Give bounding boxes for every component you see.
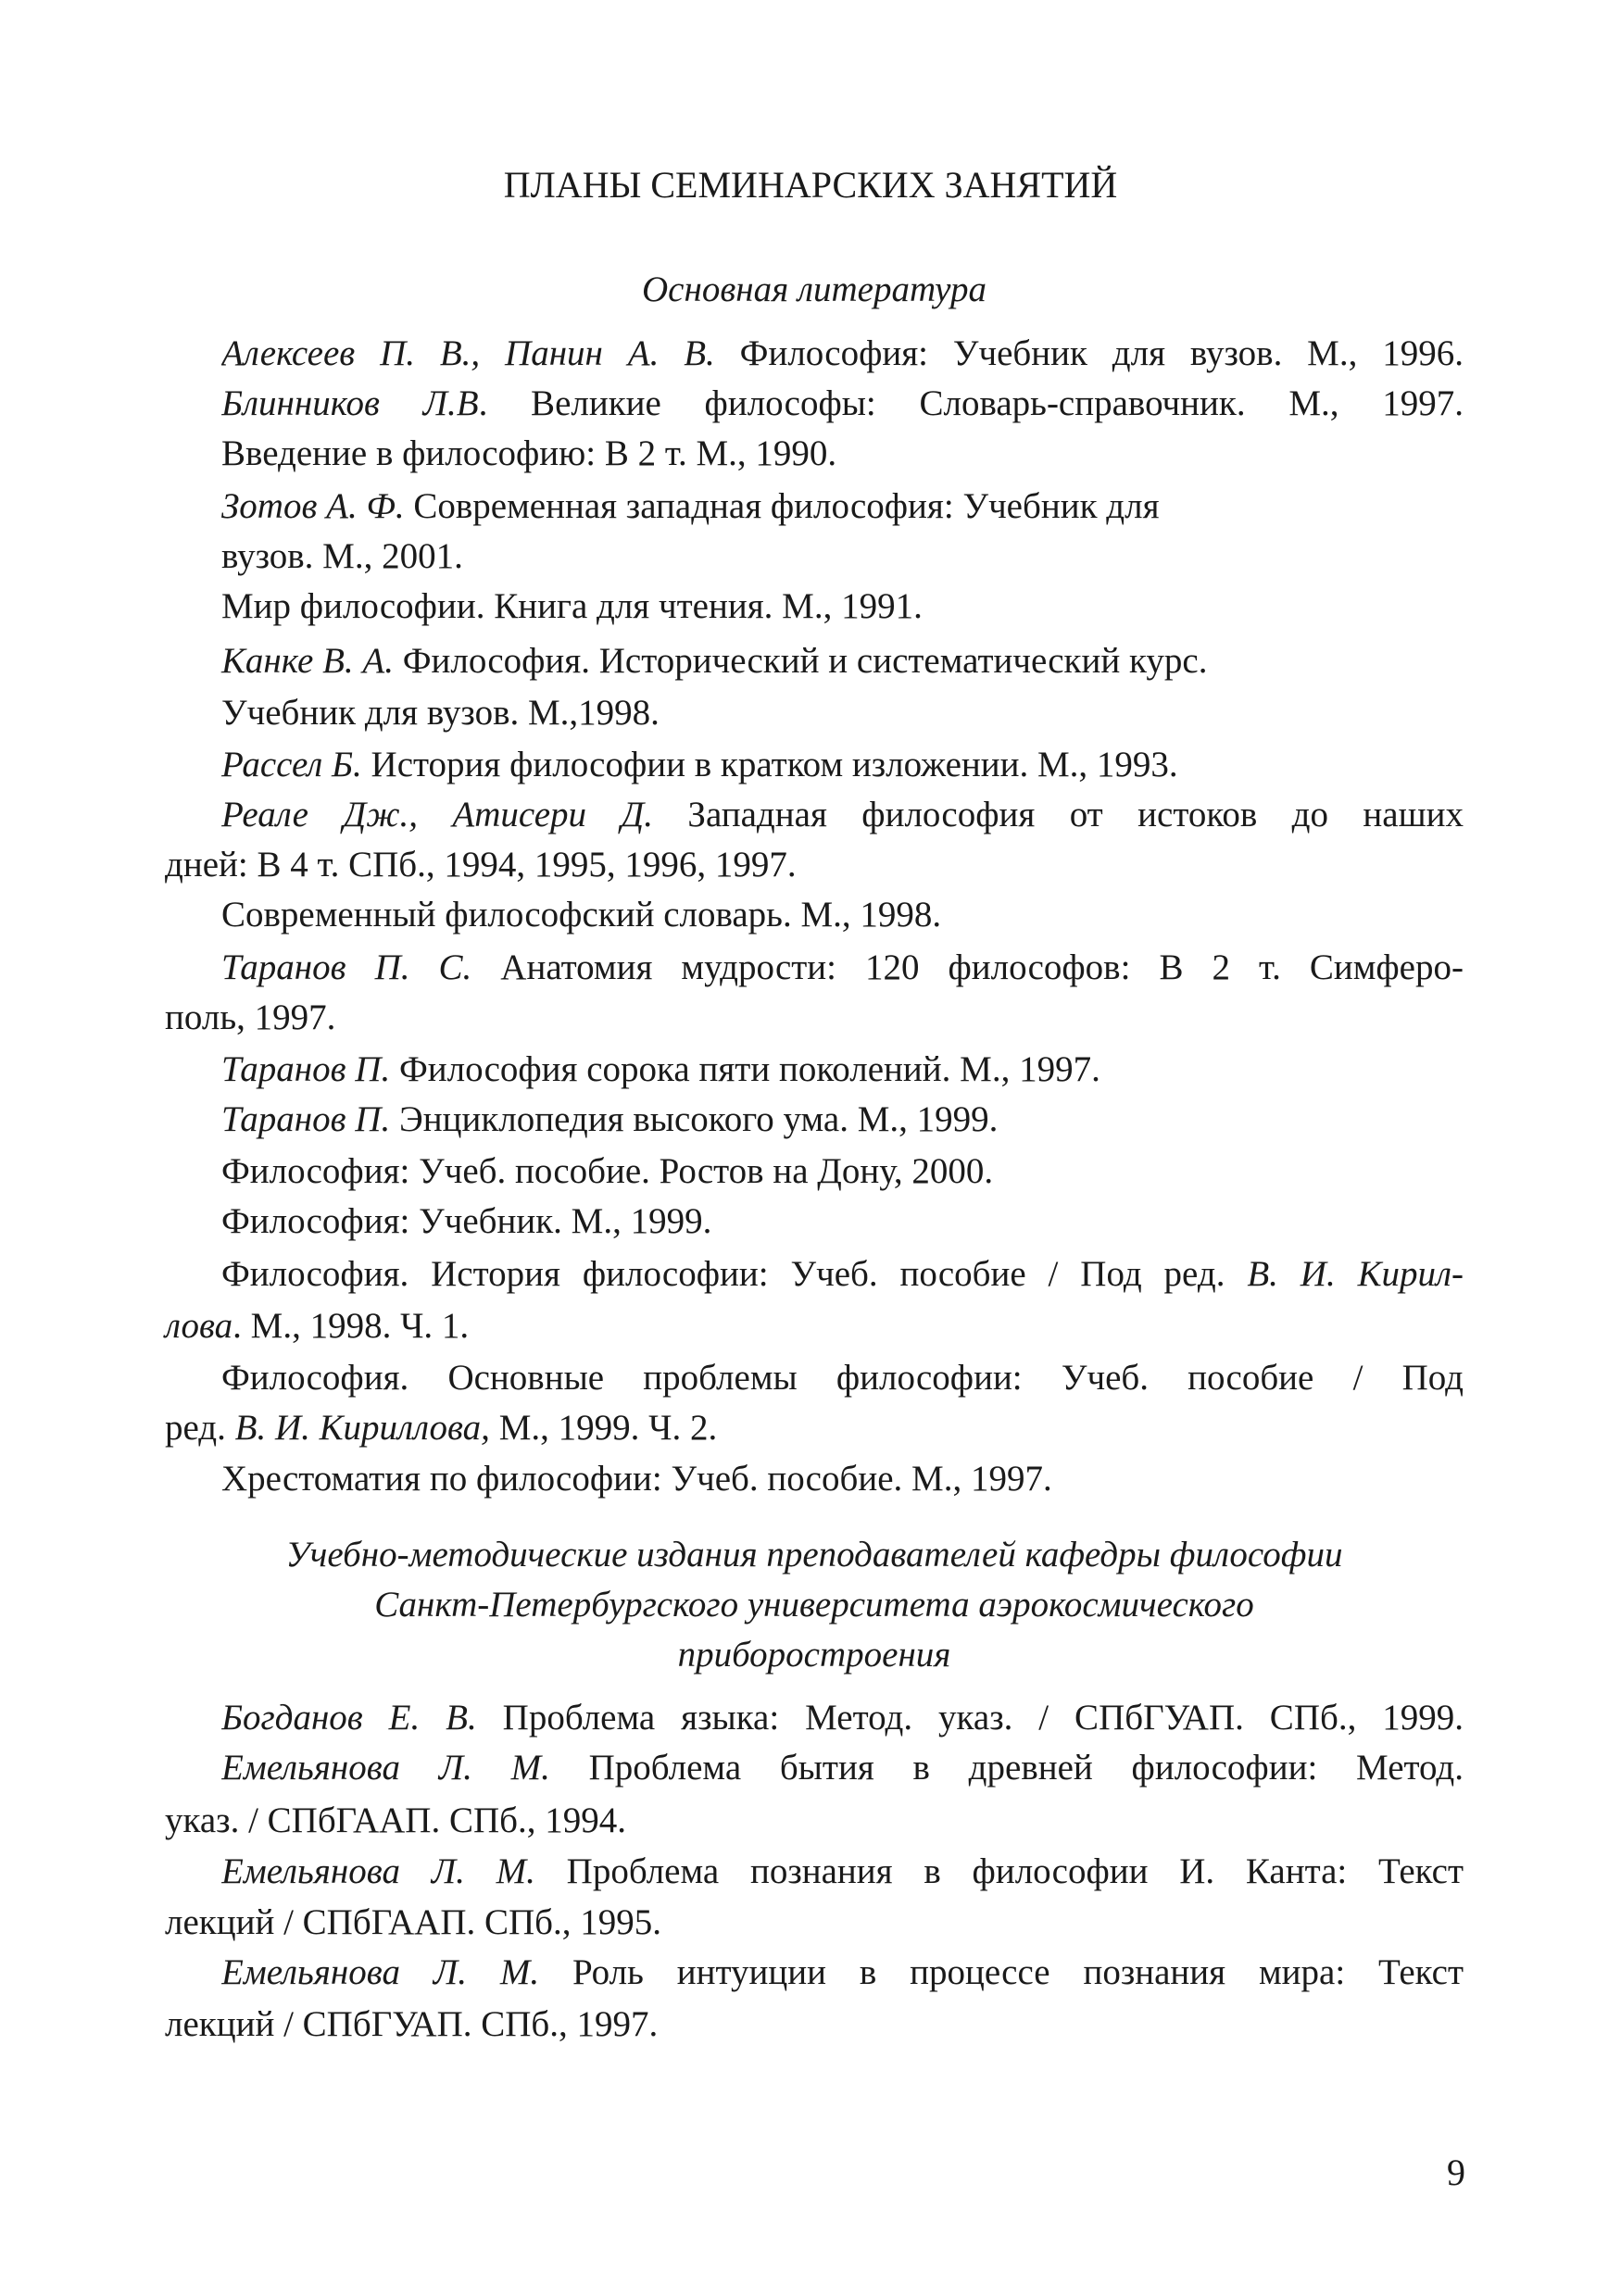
entry-line: [165, 1402, 717, 1454]
entry-text: История философии в кратком изложении. М., 1993.: [361, 744, 1178, 784]
entry-text: Современная западная философия: Учебник для: [404, 486, 1160, 527]
entry-line: [221, 1947, 1464, 1999]
entry-line: [221, 581, 923, 633]
entry-line: [221, 739, 1178, 791]
entry-line: [221, 531, 463, 583]
author-name: Реале Дж., Атисери Д.: [221, 794, 653, 834]
entry-text: лекций / СПбГААП. СПб., 1995.: [165, 1902, 662, 1943]
author-name: Емельянова Л. М.: [221, 1952, 540, 1993]
section-heading: приборостроения: [677, 1634, 951, 1675]
entry-text: Учебник для вузов. М.,1998.: [221, 693, 660, 734]
entry-text: Современный философский словарь. М., 1998.: [221, 895, 942, 935]
entry-line: [221, 635, 1207, 687]
entry-line: [221, 1846, 1464, 1898]
entry-line: [221, 1742, 1464, 1794]
entry-text: поль, 1997.: [165, 997, 336, 1038]
entry-text: Анатомия мудрости: 120 философов: В 2 т. Симферо-: [471, 947, 1464, 988]
entry-text: лекций / СПбГУАП. СПб., 1997.: [165, 2004, 659, 2045]
entry-text: Введение в философию: В 2 т. М., 1990.: [221, 433, 837, 474]
entry-line: [221, 1692, 1464, 1744]
entry-text: Проблема познания в философии И. Канта: Текст: [534, 1851, 1464, 1891]
section-heading: Учебно-методические издания преподавателей кафедры философии: [285, 1534, 1343, 1575]
entry-text: указ. / СПбГААП. СПб., 1994.: [165, 1800, 626, 1841]
entry-text: Проблема языка: Метод. указ. / СПбГУАП. СПб., 1999.: [476, 1698, 1464, 1738]
author-name: Богданов Е. В.: [221, 1698, 477, 1738]
entry-text: Проблема бытия в древней философии: Метод.: [549, 1748, 1464, 1788]
entry-text: Роль интуиции в процессе познания мира: Текст: [539, 1952, 1464, 1993]
entry-text: Философия: Учеб. пособие. Ростов на Дону, 2000.: [221, 1150, 994, 1191]
entry-line: [221, 942, 1464, 994]
entry-text: дней: В 4 т. СПб., 1994, 1995, 1996, 1997.: [165, 844, 797, 885]
entry-line: [165, 839, 797, 891]
section-heading: Основная литература: [642, 270, 986, 310]
entry-text: ред.: [165, 1407, 235, 1448]
entry-text: Философия. Исторический и систематический курс.: [393, 641, 1208, 682]
entry-line: [221, 481, 1160, 533]
author-name: Зотов А. Ф.: [221, 486, 405, 527]
entry-line: [165, 1999, 658, 2051]
entry-line: [221, 1248, 1464, 1300]
entry-line: [165, 992, 335, 1044]
entry-text: Философия: Учебник для вузов. М., 1996.: [714, 332, 1464, 373]
entry-line: [221, 328, 1464, 380]
author-name: Таранов П.: [221, 1049, 391, 1090]
entry-line: [221, 1453, 1052, 1505]
entry-line: [165, 1300, 469, 1352]
page-title: ПЛАНЫ СЕМИНАРСКИХ ЗАНЯТИЙ: [503, 164, 1118, 206]
entry-line: [221, 378, 1464, 430]
entry-line: [221, 1146, 993, 1198]
author-name: В. И. Кирил-: [1247, 1254, 1464, 1295]
entry-line: [165, 1897, 661, 1949]
entry-text: М., 1999. Ч. 2.: [489, 1407, 718, 1448]
entry-text: Философия. История философии: Учеб. пособие / Под ред.: [221, 1254, 1248, 1295]
author-name: Таранов П. С.: [221, 947, 472, 988]
author-name: Блинников Л.В: [221, 383, 479, 423]
entry-line: [221, 1196, 711, 1248]
entry-text: Хрестоматия по философии: Учеб. пособие. М., 1997.: [221, 1459, 1052, 1499]
author-name: Алексеев П. В., Панин А. В.: [221, 332, 715, 373]
author-name: В. И. Кириллова,: [234, 1407, 490, 1448]
page-number: 9: [1447, 2152, 1465, 2193]
author-name: Емельянова Л. М.: [221, 1748, 550, 1788]
entry-text: вузов. М., 2001.: [221, 536, 463, 577]
entry-text: . Великие философы: Словарь-справочник. М., 1997.: [478, 383, 1464, 423]
entry-line: [221, 789, 1464, 841]
entry-line: [221, 428, 836, 480]
entry-line: [221, 1352, 1464, 1404]
entry-text: . М., 1998. Ч. 1.: [232, 1305, 470, 1346]
entry-text: Философия: Учебник. М., 1999.: [221, 1200, 712, 1241]
author-name: Канке В. А.: [221, 641, 394, 682]
entry-line: [165, 1795, 626, 1847]
entry-line: [221, 889, 941, 941]
entry-text: Философия сорока пяти поколений. М., 1997.: [390, 1049, 1100, 1090]
entry-text: Энциклопедия высокого ума. М., 1999.: [390, 1099, 999, 1140]
author-name: Емельянова Л. М.: [221, 1851, 535, 1891]
author-name: Таранов П.: [221, 1099, 391, 1140]
author-name: Рассел Б.: [221, 744, 362, 784]
entry-line: [221, 687, 660, 739]
entry-text: Мир философии. Книга для чтения. М., 1991.: [221, 586, 923, 627]
author-name: лова: [165, 1305, 233, 1346]
entry-line: [221, 1094, 998, 1146]
entry-text: Западная философия от истоков до наших: [653, 794, 1464, 834]
section-heading: Санкт-Петербургского университета аэрокосмического: [374, 1584, 1254, 1625]
entry-text: Философия. Основные проблемы философии: Учеб. пособие / Под: [221, 1357, 1464, 1398]
entry-line: [221, 1044, 1100, 1096]
